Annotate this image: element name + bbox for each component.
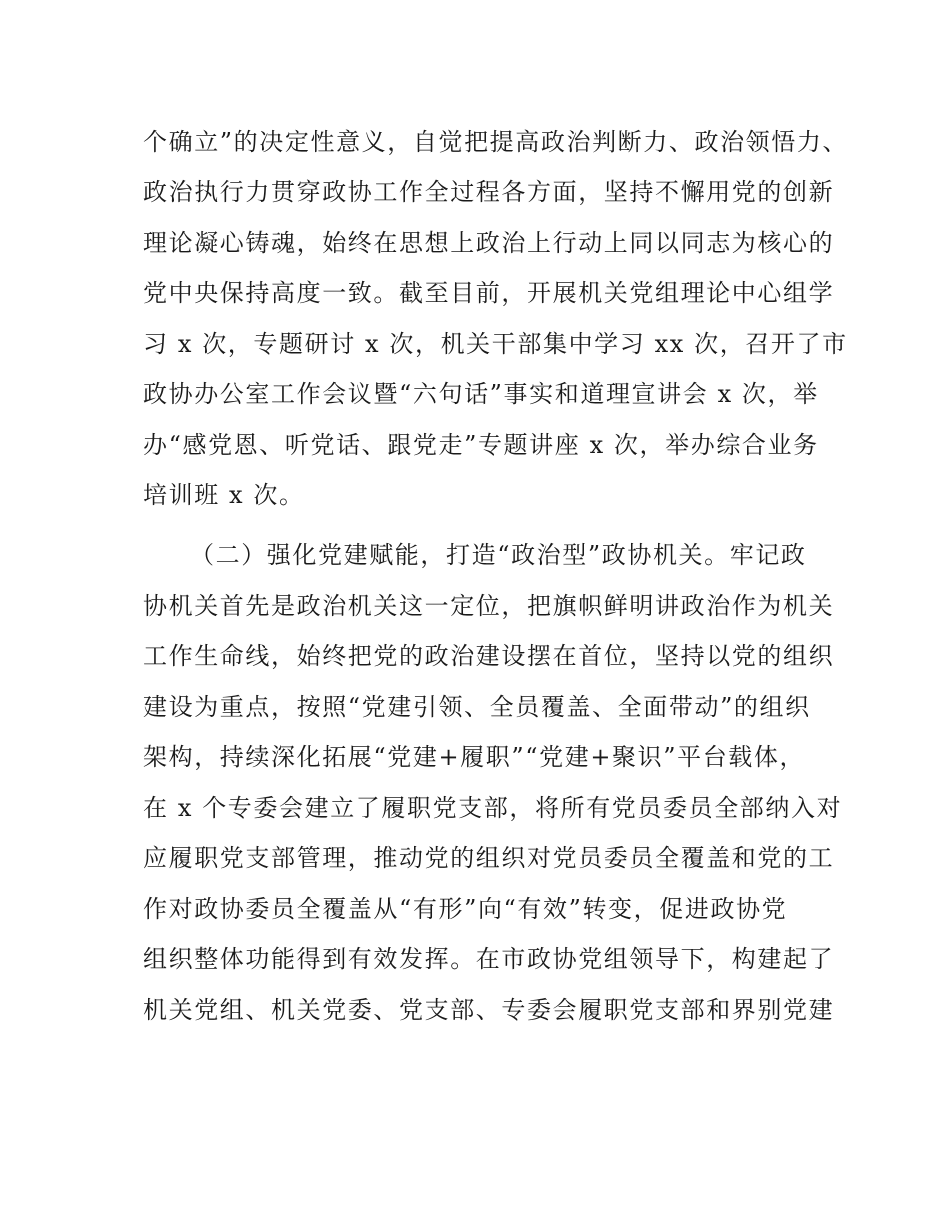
text-line: 理论凝心铸魂，始终在思想上政治上行动上同以同志为核心的 <box>143 229 835 257</box>
text-line: 办“感党恩、听党话、跟党走”专题讲座 x 次，举办综合业务 <box>143 431 819 459</box>
text-line: 机关党组、机关党委、党支部、专委会履职党支部和界别党建 <box>143 996 835 1024</box>
text-line: 建设为重点，按照“党建引领、全员覆盖、全面带动”的组织 <box>143 693 811 721</box>
text-line: 在 x 个专委会建立了履职党支部，将所有党员委员全部纳入对 <box>143 794 843 822</box>
text-line: 培训班 x 次。 <box>143 481 305 509</box>
text-line: 党中央保持高度一致。截至目前，开展机关党组理论中心组学 <box>143 279 835 307</box>
text-line: 工作生命线，始终把党的政治建设摆在首位，坚持以党的组织 <box>143 642 835 670</box>
text-line: 架构，持续深化拓展“党建+履职”“党建+聚识”平台载体， <box>143 743 806 771</box>
text-line: 作对政协委员全覆盖从“有形”向“有效”转变，促进政协党 <box>143 895 788 923</box>
text-line: 应履职党支部管理，推动党的组织对党员委员全覆盖和党的工 <box>143 844 835 872</box>
section-heading-line: （二）强化党建赋能，打造“政治型”政协机关。牢记政 <box>190 541 807 569</box>
text-line: 个确立”的决定性意义，自觉把提高政治判断力、政治领悟力、 <box>143 128 849 156</box>
text-line: 政协办公室工作会议暨“六句话”事实和道理宣讲会 x 次，举 <box>143 380 819 408</box>
text-line: 政治执行力贯穿政协工作全过程各方面，坚持不懈用党的创新 <box>143 178 835 206</box>
text-line: 协机关首先是政治机关这一定位，把旗帜鲜明讲政治作为机关 <box>143 592 835 620</box>
text-line: 组织整体功能得到有效发挥。在市政协党组领导下，构建起了 <box>143 945 835 973</box>
text-line: 习 x 次，专题研讨 x 次，机关干部集中学习 xx 次，召开了市 <box>143 330 848 358</box>
